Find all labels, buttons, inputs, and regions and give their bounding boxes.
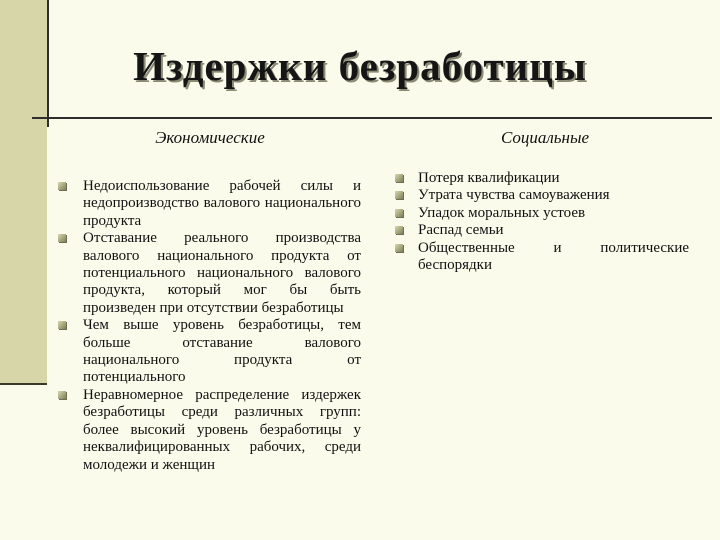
list-item [58, 230, 361, 317]
social-column-heading: Социальные [500, 128, 590, 147]
economic-costs-list [58, 178, 361, 474]
square-bullet-icon [395, 226, 403, 234]
square-bullet-icon [395, 209, 403, 217]
title-divider [32, 117, 712, 119]
social-costs-list [395, 170, 689, 274]
list-item [58, 387, 361, 474]
list-item-text: Отставание реального производства валового национального продукта от потенциального национального валового продукта, который мог бы быть произведен при отсутствии безработицы [83, 230, 361, 316]
list-item [58, 178, 361, 230]
list-item-text: Утрата чувства самоуважения [418, 187, 610, 204]
list-item-text: Общественные и политические беспорядки [418, 239, 689, 274]
square-bullet-icon [58, 182, 66, 190]
list-item-text: Чем выше уровень безработицы, тем больше отставание валового национального продукта от потенциального [83, 317, 361, 386]
square-bullet-icon [58, 321, 66, 329]
list-item-text: Упадок моральных устоев [418, 204, 586, 221]
economic-column-heading: Экономические [155, 128, 265, 147]
list-item [58, 317, 361, 387]
list-item [395, 240, 689, 275]
square-bullet-icon [395, 244, 403, 252]
list-item-text: Недоиспользование рабочей силы и недопроизводство валового национального продукта [83, 178, 361, 229]
square-bullet-icon [58, 234, 66, 242]
list-item-text: Распад семьи [418, 222, 504, 239]
list-item-text: Потеря квалификации [418, 170, 560, 186]
decorative-side-line [0, 383, 47, 385]
list-item [395, 205, 689, 222]
square-bullet-icon [395, 191, 403, 199]
list-item [395, 222, 689, 239]
list-item [395, 187, 689, 204]
list-item-text: Неравномерное распределение издержек безработицы среди различных групп: более высокий уровень безработицы у неквалифицированных рабочих, среди молодежи и женщин [83, 386, 361, 473]
square-bullet-icon [58, 391, 66, 399]
square-bullet-icon [395, 174, 403, 182]
slide-title: Издержки безработицы [133, 43, 587, 89]
list-item [395, 170, 689, 187]
